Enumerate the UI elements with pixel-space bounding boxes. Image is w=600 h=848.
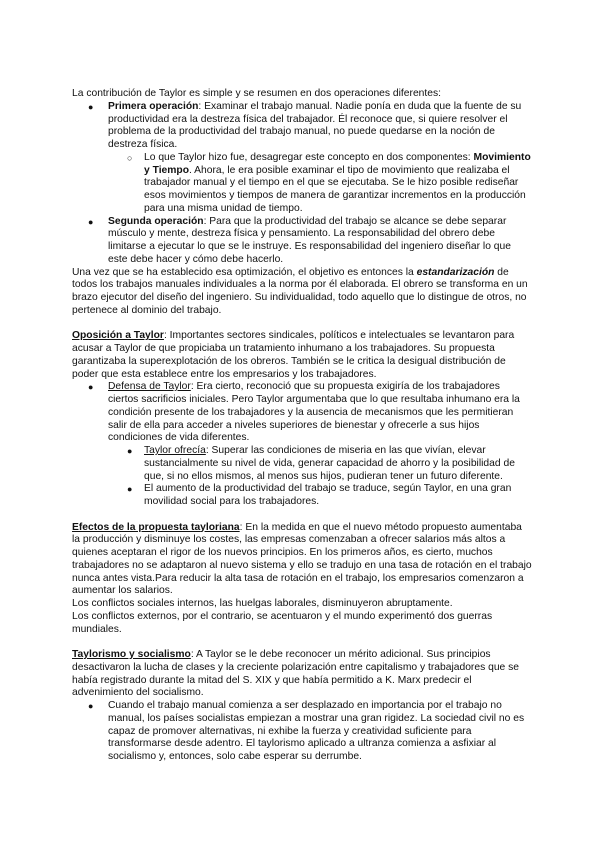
bullet-icon: ● — [88, 382, 94, 393]
defensa-text: : Era cierto, reconoció que su propuesta exigiría de los trabajadores ciertos sacrificios iniciales. Pero Taylor argumentaba que lo que resultaba inhumano era la condición presente de los trabajadores y la ausencia de mecanismos que les permitieran salir de ella para acceder a niveles superiores de bienestar y ofrecerle a sus hijos condiciones de vida diferentes. — [108, 381, 520, 444]
efectos-heading: Efectos de la propuesta tayloriana — [72, 521, 240, 533]
document-page — [72, 88, 532, 764]
list-item-segunda — [72, 216, 532, 267]
movimiento-tiempo-term: Movimiento y Tiempo — [144, 151, 531, 176]
primera-operacion-title: Primera operación — [108, 100, 199, 112]
oposicion-heading: Oposición a Taylor — [72, 330, 164, 342]
primera-operacion-text: : Examinar el trabajo manual. Nadie ponía en duda que la fuente de su productividad era la destreza física del trabajador. Él reconoce que, si quiere resolver el problema de la productividad del trabajo manual, no puede quedarse en la noción de destreza física. — [108, 100, 522, 150]
defensa-label: Defensa de Taylor — [108, 381, 191, 393]
efectos-paragraph — [72, 522, 532, 599]
oposicion-paragraph — [72, 330, 532, 381]
segunda-operacion-text: : Para que la productividad del trabajo se alcance se debe separar músculo y mente, destreza física y pensamiento. La responsabilidad del obrero debe limitarse a ejecutar lo que se le instruye. Es responsabilidad del ingeniero diseñar lo que este debe hacer y cómo debe hacerlo. — [108, 215, 511, 265]
list-item-primera — [72, 101, 532, 152]
bullet-icon: ● — [127, 446, 133, 456]
estandar-post: de todos los trabajos manuales individuales a la norma por él elaborada. El obrero se transforma en un brazo ejecutor del diseño del ingeniero. Su individualidad, todo aquello que lo distingue de otros, no pertenece al dominio del trabajo. — [72, 266, 528, 316]
list-item-socialismo — [72, 700, 532, 764]
conflictos-internos: Los conflictos sociales internos, las huelgas laborales, disminuyeron abruptamente. — [72, 598, 453, 609]
ofrecia-text: : Superar las condiciones de miseria en las que vivían, elevar sustancialmente su nivel de vida, generar capacidad de ahorro y la posibilidad de que, si no ellos mismos, al menos sus hijos, pudieran tener un futuro diferente. — [144, 445, 515, 482]
sub-post-text: . Ahora, le era posible examinar el tipo de movimiento que realizaba el trabajador manual y el tiempo en el que se ejecutaba. Se le hizo posible rediseñar esos movimientos y tiempos de manera de garantizar incrementos en la producción para una misma unidad de tiempo. — [144, 164, 526, 214]
operations-list — [72, 101, 532, 267]
socialismo-text: : A Taylor se le debe reconocer un mérito adicional. Sus principios desactivaron la lucha de clases y la creciente polarización entre capitalismo y trabajadores que se había registrado durante la mitad del S. XIX y que había permitido a K. Marx predecir el advenimiento del socialismo. — [72, 649, 520, 699]
bullet-icon: ● — [127, 484, 133, 495]
list-item-aumento — [72, 483, 532, 509]
bullet-icon: ● — [88, 701, 94, 711]
list-item-movimiento-tiempo — [72, 152, 532, 216]
socialismo-heading: Taylorismo y socialismo — [72, 649, 191, 660]
estandarizacion-paragraph — [72, 267, 532, 318]
socialismo-bullet-text: Cuando el trabajo manual comienza a ser desplazado en importancia por el trabajo no manual, los países socialistas empiezan a mostrar una gran rigidez. La sociedad civil no es capaz de promover alternativas, ni exhibe la fuerza y creatividad suficiente para transformarse desde adentro. El taylorismo aplicado a ultranza comienza a asfixiar al socialismo y, entonces, solo cabe esperar su derrumbe. — [108, 700, 525, 762]
oposicion-list — [72, 381, 532, 509]
conflictos-externos: Los conflictos externos, por el contrario, se acentuaron y el mundo experimentó dos guerras mundiales. — [72, 610, 493, 635]
efectos-text: : En la medida en que el nuevo método propuesto aumentaba la producción y disminuye los costes, las empresas comenzaban a ofrecer salarios más altos a quienes aceptaran el rigor de los nuevos principios. En los primeros años, es cierto, muchos trabajadores no se adaptaron al nuevo sistema y ello se tradujo en una tasa de rotación en el trabajo nunca antes vista.Para reducir la alta tasa de rotación en el trabajo, los empresarios comenzaron a aumentar los salarios. — [72, 521, 532, 597]
estandar-pre: Una vez que se ha establecido esa optimización, el objetivo es entonces la — [72, 266, 417, 278]
hollow-bullet-icon: ○ — [127, 152, 133, 163]
spacer — [72, 318, 532, 331]
socialismo-paragraph — [72, 649, 532, 700]
ofrecia-label: Taylor ofrecía — [144, 445, 206, 456]
oposicion-text: : Importantes sectores sindicales, políticos e intelectuales se levantaron para acusar a Taylor de que propiciaba un tratamiento inhumano a los trabajadores. Su propuesta garantizaba la superexplotación de los obreros. También se le critica la desigual distribución de poder que esta establece entre los empresarios y los trabajadores. — [72, 330, 515, 380]
aumento-text: El aumento de la productividad del trabajo se traduce, según Taylor, en una gran movilidad social para los trabajadores. — [144, 483, 512, 507]
estandarizacion-term: estandarización — [416, 266, 495, 278]
bullet-icon: ● — [88, 216, 94, 227]
spacer — [72, 636, 532, 649]
list-item-defensa — [72, 381, 532, 445]
segunda-operacion-title: Segunda operación — [108, 215, 204, 227]
spacer — [72, 509, 532, 522]
sub-pre-text: Lo que Taylor hizo fue, desagregar este concepto en dos componentes: — [144, 151, 474, 163]
socialismo-list — [72, 700, 532, 764]
list-item-ofrecia — [72, 445, 532, 483]
intro-paragraph: La contribución de Taylor es simple y se resumen en dos operaciones diferentes: — [72, 88, 441, 99]
bullet-icon: ● — [88, 101, 94, 112]
